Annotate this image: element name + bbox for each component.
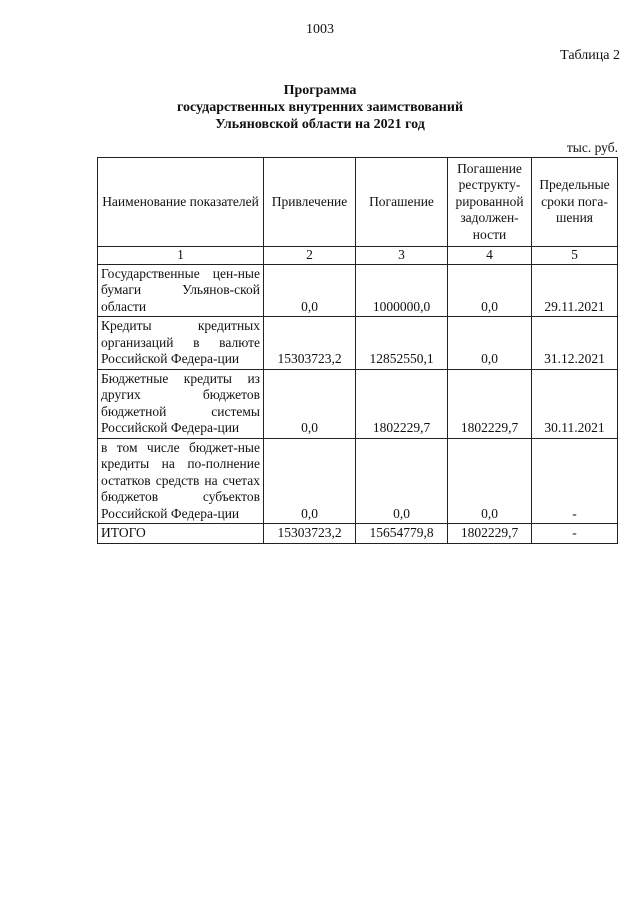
borrowing-program-table (97, 157, 618, 544)
deadline-value: - (532, 438, 618, 524)
row-name: Бюджетные кредиты из других бюджетов бюджетной системы Российской Федера-ции (98, 369, 264, 438)
table-row (98, 438, 618, 524)
table-label: Таблица 2 (560, 48, 620, 63)
header-indicator-name: Наименование показателей (98, 158, 264, 247)
restructured-value: 0,0 (448, 317, 532, 370)
column-number: 1 (98, 247, 264, 265)
total-label: ИТОГО (98, 524, 264, 544)
total-row (98, 524, 618, 544)
title-line-3: Ульяновской области на 2021 год (215, 117, 425, 132)
column-number: 2 (264, 247, 356, 265)
header-row (98, 158, 618, 247)
row-name: Государственные цен-ные бумаги Ульянов-ской области (98, 264, 264, 317)
attraction-value: 0,0 (264, 369, 356, 438)
repayment-value: 0,0 (356, 438, 448, 524)
title-line-1: Программа (283, 83, 357, 98)
table-row (98, 317, 618, 370)
header-restructured-repayment: Погашение реструкту-рированной задолжен-ности (448, 158, 532, 247)
total-repayment: 15654779,8 (356, 524, 448, 544)
attraction-value: 0,0 (264, 438, 356, 524)
table-row (98, 369, 618, 438)
row-name: в том числе бюджет-ные кредиты на по-полнение остатков средств на счетах бюджетов субъектов Российской Федера-ции (98, 438, 264, 524)
total-attraction: 15303723,2 (264, 524, 356, 544)
document-title (0, 82, 640, 133)
deadline-value: 29.11.2021 (532, 264, 618, 317)
header-repayment-deadline: Предельные сроки пога-шения (532, 158, 618, 247)
units-label: тыс. руб. (566, 140, 618, 155)
page-number: 1003 (306, 22, 334, 37)
restructured-value: 1802229,7 (448, 369, 532, 438)
header-repayment: Погашение (356, 158, 448, 247)
restructured-value: 0,0 (448, 264, 532, 317)
table-row (98, 264, 618, 317)
restructured-value: 0,0 (448, 438, 532, 524)
total-deadline: - (532, 524, 618, 544)
attraction-value: 15303723,2 (264, 317, 356, 370)
repayment-value: 12852550,1 (356, 317, 448, 370)
deadline-value: 30.11.2021 (532, 369, 618, 438)
total-restructured: 1802229,7 (448, 524, 532, 544)
column-number: 4 (448, 247, 532, 265)
deadline-value: 31.12.2021 (532, 317, 618, 370)
attraction-value: 0,0 (264, 264, 356, 317)
column-number: 3 (356, 247, 448, 265)
header-attraction: Привлечение (264, 158, 356, 247)
repayment-value: 1000000,0 (356, 264, 448, 317)
row-name: Кредиты кредитных организаций в валюте Российской Федера-ции (98, 317, 264, 370)
column-number-row (98, 247, 618, 265)
column-number: 5 (532, 247, 618, 265)
title-line-2: государственных внутренних заимствований (176, 100, 464, 115)
repayment-value: 1802229,7 (356, 369, 448, 438)
